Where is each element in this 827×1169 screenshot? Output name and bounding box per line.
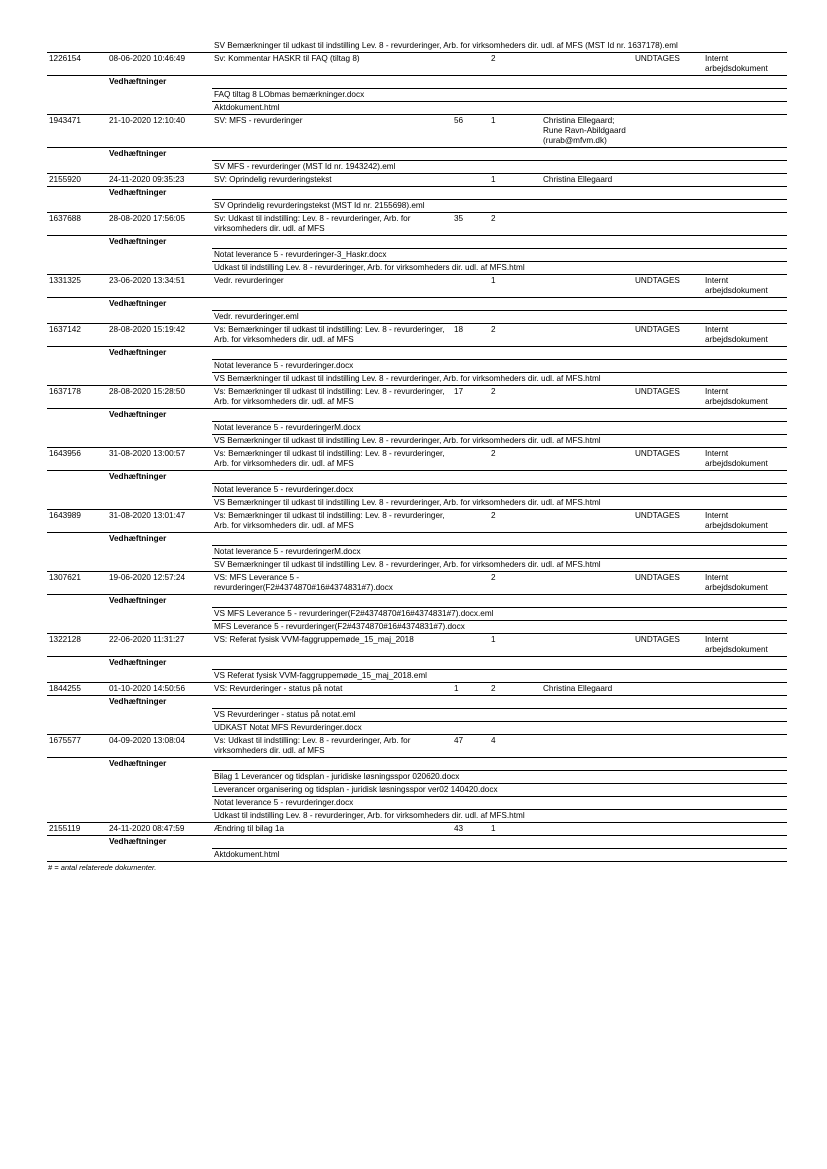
record-status: UNDTAGES — [633, 448, 703, 471]
attachment-name: VS Bemærkninger til udkast til indstilling Lev. 8 - revurderinger, Arb. for virksomheders dir. udl. af MFS.html — [212, 497, 787, 510]
record-title: Sv: Udkast til indstilling: Lev. 8 - revurderinger, Arb. for virksomheders dir. udl. af MFS — [212, 213, 452, 236]
record-note: Internt arbejdsdokument — [703, 448, 787, 471]
record-date: 08-06-2020 10:46:49 — [107, 53, 212, 76]
record-note — [703, 174, 787, 187]
attachment-name: Notat leverance 5 - revurderingerM.docx — [212, 546, 787, 559]
attachment-row — [47, 621, 787, 634]
spacer-cell — [47, 758, 107, 771]
attachment-row — [47, 262, 787, 275]
attachment-name: VS Referat fysisk VVM-faggruppemøde_15_maj_2018.eml — [212, 670, 787, 683]
spacer-cell — [107, 810, 212, 823]
record-title: Sv: Kommentar HASKR til FAQ (tiltag 8) — [212, 53, 452, 76]
attachment-row — [47, 360, 787, 373]
attachment-row — [47, 249, 787, 262]
attachment-name: UDKAST Notat MFS Revurderinger.docx — [212, 722, 787, 735]
attachment-name: VS Revurderinger - status på notat.eml — [212, 709, 787, 722]
attachment-name: Udkast til indstilling Lev. 8 - revurderinger, Arb. for virksomheders dir. udl. af MFS.html — [212, 810, 787, 823]
attachments-header-row — [47, 758, 787, 771]
record-row — [47, 683, 787, 696]
record-from — [541, 572, 633, 595]
record-date: 19-06-2020 12:57:24 — [107, 572, 212, 595]
spacer-cell — [47, 249, 107, 262]
record-date: 01-10-2020 14:50:56 — [107, 683, 212, 696]
record-status — [633, 174, 703, 187]
spacer-cell — [47, 373, 107, 386]
record-note: Internt arbejdsdokument — [703, 572, 787, 595]
record-from: Christina Ellegaard — [541, 174, 633, 187]
record-date: 24-11-2020 08:47:59 — [107, 823, 212, 836]
record-from — [541, 510, 633, 533]
record-note — [703, 823, 787, 836]
record-title: SV: Oprindelig revurderingstekst — [212, 174, 452, 187]
attachment-name: VS Bemærkninger til udkast til indstilling Lev. 8 - revurderinger, Arb. for virksomheders dir. udl. af MFS.html — [212, 435, 787, 448]
spacer-cell — [47, 497, 107, 510]
spacer-cell — [107, 311, 212, 324]
record-from: Christina Ellegaard; Rune Ravn-Abildgaard (rurab@mfvm.dk) — [541, 115, 633, 148]
spacer-cell — [107, 249, 212, 262]
record-status: UNDTAGES — [633, 324, 703, 347]
record-status — [633, 115, 703, 148]
attachments-header-row — [47, 347, 787, 360]
attachments-header-row — [47, 187, 787, 200]
attachment-name: SV Bemærkninger til udkast til indstilling Lev. 8 - revurderinger, Arb. for virksomheders dir. udl. af MFS (MST Id nr. 1637178).eml — [214, 41, 678, 50]
record-row — [47, 275, 787, 298]
attachments-label: Vedhæftninger — [107, 657, 787, 670]
attachment-name: MFS Leverance 5 - revurderinger(F2#4374870#16#4374831#7).docx — [212, 621, 787, 634]
attachment-name: Aktdokument.html — [212, 849, 787, 862]
spacer-cell — [107, 435, 212, 448]
spacer-cell — [107, 373, 212, 386]
attachments-label: Vedhæftninger — [107, 187, 787, 200]
spacer-cell — [47, 347, 107, 360]
record-id: 1331325 — [47, 275, 107, 298]
record-note — [703, 683, 787, 696]
record-status — [633, 683, 703, 696]
record-row — [47, 174, 787, 187]
attachment-row — [47, 608, 787, 621]
record-status — [633, 213, 703, 236]
record-status: UNDTAGES — [633, 53, 703, 76]
spacer-cell — [47, 435, 107, 448]
record-row — [47, 213, 787, 236]
record-row — [47, 510, 787, 533]
attachments-header-row — [47, 533, 787, 546]
spacer-cell — [47, 422, 107, 435]
record-pages — [452, 572, 489, 595]
spacer-cell — [47, 709, 107, 722]
record-title: VS: Revurderinger - status på notat — [212, 683, 452, 696]
attachments-label: Vedhæftninger — [107, 409, 787, 422]
spacer-cell — [107, 559, 212, 572]
record-row — [47, 386, 787, 409]
attachment-row — [47, 161, 787, 174]
spacer-cell — [47, 608, 107, 621]
record-title: Ændring til bilag 1a — [212, 823, 452, 836]
attachments-header-row — [47, 298, 787, 311]
attachment-name: SV Oprindelig revurderingstekst (MST Id nr. 2155698).eml — [212, 200, 787, 213]
spacer-cell — [107, 784, 212, 797]
spacer-cell — [47, 311, 107, 324]
record-from — [541, 275, 633, 298]
record-related-count: 2 — [489, 572, 541, 595]
spacer-cell — [107, 670, 212, 683]
record-related-count: 1 — [489, 275, 541, 298]
record-pages: 18 — [452, 324, 489, 347]
attachment-name: SV MFS - revurderinger (MST Id nr. 1943242).eml — [212, 161, 787, 174]
attachment-row — [47, 435, 787, 448]
attachments-label: Vedhæftninger — [107, 298, 787, 311]
spacer-cell — [107, 422, 212, 435]
attachment-row — [47, 497, 787, 510]
spacer-cell — [47, 102, 107, 115]
spacer-cell — [47, 89, 107, 102]
spacer-cell — [47, 722, 107, 735]
record-date: 23-06-2020 13:34:51 — [107, 275, 212, 298]
record-related-count: 2 — [489, 510, 541, 533]
record-title: Vedr. revurderinger — [212, 275, 452, 298]
attachment-name: Notat leverance 5 - revurderingerM.docx — [212, 422, 787, 435]
record-pages: 56 — [452, 115, 489, 148]
attachments-label: Vedhæftninger — [107, 471, 787, 484]
footnote: # = antal relaterede dokumenter. — [48, 863, 157, 872]
attachments-header-row — [47, 471, 787, 484]
attachments-label: Vedhæftninger — [107, 533, 787, 546]
attachment-row — [47, 484, 787, 497]
attachment-name: Leverancer organisering og tidsplan - juridisk løsningsspor ver02 140420.docx — [212, 784, 787, 797]
spacer-cell — [47, 200, 107, 213]
attachments-label: Vedhæftninger — [107, 758, 787, 771]
attachments-header-row — [47, 409, 787, 422]
record-title: Vs: Bemærkninger til udkast til indstilling: Lev. 8 - revurderinger, Arb. for virksomheders dir. udl. af MFS — [212, 510, 452, 533]
record-pages: 47 — [452, 735, 489, 758]
record-date: 22-06-2020 11:31:27 — [107, 634, 212, 657]
spacer-cell — [47, 546, 107, 559]
spacer-cell — [47, 810, 107, 823]
spacer-cell — [47, 161, 107, 174]
table-end-rule — [47, 862, 787, 863]
record-id: 1637688 — [47, 213, 107, 236]
spacer-cell — [47, 771, 107, 784]
record-from — [541, 386, 633, 409]
attachments-header-row — [47, 236, 787, 249]
attachment-name: VS Bemærkninger til udkast til indstilling Lev. 8 - revurderinger, Arb. for virksomheders dir. udl. af MFS.html — [212, 373, 787, 386]
attachment-row — [47, 89, 787, 102]
document-page — [47, 40, 787, 872]
spacer-cell — [47, 471, 107, 484]
record-from — [541, 448, 633, 471]
attachment-row — [47, 546, 787, 559]
spacer-cell — [107, 621, 212, 634]
spacer-cell — [47, 484, 107, 497]
record-from — [541, 823, 633, 836]
spacer-cell — [47, 298, 107, 311]
attachments-header-row — [47, 148, 787, 161]
attachment-name: Notat leverance 5 - revurderinger-3_Haskr.docx — [212, 249, 787, 262]
record-id: 1943471 — [47, 115, 107, 148]
spacer-cell — [47, 797, 107, 810]
record-status: UNDTAGES — [633, 386, 703, 409]
record-id: 1307621 — [47, 572, 107, 595]
spacer-cell — [107, 89, 212, 102]
attachment-row — [47, 709, 787, 722]
record-id: 1637178 — [47, 386, 107, 409]
attachment-name: SV Bemærkninger til udkast til indstilling Lev. 8 - revurderinger, Arb. for virksomheders dir. udl. af MFS.html — [212, 559, 787, 572]
spacer-cell — [47, 262, 107, 275]
attachments-header-row — [47, 836, 787, 849]
attachment-row — [47, 200, 787, 213]
spacer-cell — [47, 187, 107, 200]
record-date: 24-11-2020 09:35:23 — [107, 174, 212, 187]
attachments-header-row — [47, 657, 787, 670]
record-related-count: 4 — [489, 735, 541, 758]
record-date: 31-08-2020 13:01:47 — [107, 510, 212, 533]
attachment-name: Udkast til indstilling Lev. 8 - revurderinger, Arb. for virksomheders dir. udl. af MFS.html — [212, 262, 787, 275]
attachment-row — [47, 311, 787, 324]
attachment-name: VS MFS Leverance 5 - revurderinger(F2#4374870#16#4374831#7).docx.eml — [212, 608, 787, 621]
leading-attachment-row — [47, 40, 787, 53]
record-related-count: 1 — [489, 634, 541, 657]
record-date: 31-08-2020 13:00:57 — [107, 448, 212, 471]
attachment-name: Notat leverance 5 - revurderinger.docx — [212, 484, 787, 497]
record-date: 28-08-2020 15:19:42 — [107, 324, 212, 347]
record-from — [541, 634, 633, 657]
spacer-cell — [107, 102, 212, 115]
spacer-cell — [47, 657, 107, 670]
record-related-count: 2 — [489, 324, 541, 347]
spacer-cell — [107, 161, 212, 174]
spacer-cell — [47, 559, 107, 572]
record-note: Internt arbejdsdokument — [703, 53, 787, 76]
attachment-row — [47, 670, 787, 683]
record-note: Internt arbejdsdokument — [703, 275, 787, 298]
record-row — [47, 823, 787, 836]
attachments-label: Vedhæftninger — [107, 696, 787, 709]
spacer-cell — [47, 621, 107, 634]
attachment-row — [47, 722, 787, 735]
record-related-count: 1 — [489, 115, 541, 148]
record-row — [47, 634, 787, 657]
attachment-row — [47, 810, 787, 823]
spacer-cell — [47, 409, 107, 422]
spacer-cell — [47, 696, 107, 709]
spacer-cell — [107, 200, 212, 213]
record-status: UNDTAGES — [633, 634, 703, 657]
record-row — [47, 115, 787, 148]
record-pages: 35 — [452, 213, 489, 236]
attachment-row — [47, 102, 787, 115]
record-related-count: 2 — [489, 213, 541, 236]
attachments-label: Vedhæftninger — [107, 595, 787, 608]
attachments-label: Vedhæftninger — [107, 148, 787, 161]
record-id: 1226154 — [47, 53, 107, 76]
spacer-cell — [107, 262, 212, 275]
spacer-cell — [107, 849, 212, 862]
spacer-cell — [47, 670, 107, 683]
spacer-cell — [107, 484, 212, 497]
record-note — [703, 735, 787, 758]
record-pages: 17 — [452, 386, 489, 409]
record-related-count: 2 — [489, 683, 541, 696]
record-pages — [452, 53, 489, 76]
attachments-header-row — [47, 696, 787, 709]
record-pages — [452, 275, 489, 298]
record-id: 1844255 — [47, 683, 107, 696]
record-from — [541, 735, 633, 758]
spacer-cell — [47, 76, 107, 89]
record-status: UNDTAGES — [633, 510, 703, 533]
record-related-count: 1 — [489, 174, 541, 187]
attachment-name: Notat leverance 5 - revurderinger.docx — [212, 797, 787, 810]
spacer-cell — [107, 797, 212, 810]
attachment-name: Aktdokument.html — [212, 102, 787, 115]
records-body — [47, 40, 787, 862]
record-pages: 1 — [452, 683, 489, 696]
attachment-row — [47, 559, 787, 572]
record-pages — [452, 510, 489, 533]
record-id: 1675577 — [47, 735, 107, 758]
record-related-count: 2 — [489, 53, 541, 76]
table-end-cell — [47, 862, 787, 863]
attachments-label: Vedhæftninger — [107, 76, 787, 89]
record-related-count: 1 — [489, 823, 541, 836]
record-status — [633, 735, 703, 758]
spacer-cell — [47, 236, 107, 249]
record-pages: 43 — [452, 823, 489, 836]
record-row — [47, 448, 787, 471]
record-id: 2155119 — [47, 823, 107, 836]
record-from — [541, 324, 633, 347]
attachment-name: Notat leverance 5 - revurderinger.docx — [212, 360, 787, 373]
attachments-label: Vedhæftninger — [107, 236, 787, 249]
record-id: 1322128 — [47, 634, 107, 657]
attachments-header-row — [47, 76, 787, 89]
record-status: UNDTAGES — [633, 275, 703, 298]
record-title: Vs: Bemærkninger til udkast til indstilling: Lev. 8 - revurderinger, Arb. for virksomheders dir. udl. af MFS — [212, 386, 452, 409]
spacer-cell — [107, 360, 212, 373]
record-title: Vs: Udkast til indstilling: Lev. 8 - revurderinger, Arb. for virksomheders dir. udl. af MFS — [212, 735, 452, 758]
spacer-cell — [47, 595, 107, 608]
spacer-cell — [47, 533, 107, 546]
attachment-row — [47, 771, 787, 784]
attachments-header-row — [47, 595, 787, 608]
spacer-cell — [47, 360, 107, 373]
record-note: Internt arbejdsdokument — [703, 634, 787, 657]
record-row — [47, 53, 787, 76]
record-pages — [452, 174, 489, 187]
record-date: 28-08-2020 15:28:50 — [107, 386, 212, 409]
spacer-cell — [107, 497, 212, 510]
attachment-row — [47, 797, 787, 810]
record-note — [703, 213, 787, 236]
attachments-label: Vedhæftninger — [107, 347, 787, 360]
record-id: 1643989 — [47, 510, 107, 533]
spacer-cell — [107, 608, 212, 621]
attachments-label: Vedhæftninger — [107, 836, 787, 849]
record-row — [47, 324, 787, 347]
record-from — [541, 53, 633, 76]
record-title: Vs: Bemærkninger til udkast til indstilling: Lev. 8 - revurderinger, Arb. for virksomheders dir. udl. af MFS — [212, 448, 452, 471]
spacer-cell — [47, 836, 107, 849]
spacer-cell — [107, 546, 212, 559]
attachment-name: Bilag 1 Leverancer og tidsplan - juridiske løsningsspor 020620.docx — [212, 771, 787, 784]
attachment-row — [47, 849, 787, 862]
record-note: Internt arbejdsdokument — [703, 386, 787, 409]
record-id: 1637142 — [47, 324, 107, 347]
record-row — [47, 735, 787, 758]
record-from: Christina Ellegaard — [541, 683, 633, 696]
record-date: 21-10-2020 12:10:40 — [107, 115, 212, 148]
record-title: SV: MFS - revurderinger — [212, 115, 452, 148]
record-pages — [452, 448, 489, 471]
record-related-count: 2 — [489, 448, 541, 471]
spacer-cell — [47, 849, 107, 862]
attachment-row — [47, 373, 787, 386]
record-date: 04-09-2020 13:08:04 — [107, 735, 212, 758]
records-table — [47, 40, 787, 862]
record-pages — [452, 634, 489, 657]
attachment-name: FAQ tiltag 8 LObmas bemærkninger.docx — [212, 89, 787, 102]
spacer-cell — [47, 784, 107, 797]
record-date: 28-08-2020 17:56:05 — [107, 213, 212, 236]
record-id: 2155920 — [47, 174, 107, 187]
record-title: Vs: Bemærkninger til udkast til indstilling: Lev. 8 - revurderinger, Arb. for virksomheders dir. udl. af MFS — [212, 324, 452, 347]
record-from — [541, 213, 633, 236]
record-title: VS: MFS Leverance 5 - revurderinger(F2#4374870#16#4374831#7).docx — [212, 572, 452, 595]
record-id: 1643956 — [47, 448, 107, 471]
record-status — [633, 823, 703, 836]
attachment-row — [47, 784, 787, 797]
record-related-count: 2 — [489, 386, 541, 409]
record-note — [703, 115, 787, 148]
record-row — [47, 572, 787, 595]
spacer-cell — [107, 771, 212, 784]
attachment-row — [47, 422, 787, 435]
record-title: VS: Referat fysisk VVM-faggruppemøde_15_maj_2018 — [212, 634, 452, 657]
spacer-cell — [107, 722, 212, 735]
spacer-cell — [107, 709, 212, 722]
record-note: Internt arbejdsdokument — [703, 324, 787, 347]
record-status: UNDTAGES — [633, 572, 703, 595]
record-note: Internt arbejdsdokument — [703, 510, 787, 533]
spacer-cell — [47, 148, 107, 161]
attachment-name: Vedr. revurderinger.eml — [212, 311, 787, 324]
